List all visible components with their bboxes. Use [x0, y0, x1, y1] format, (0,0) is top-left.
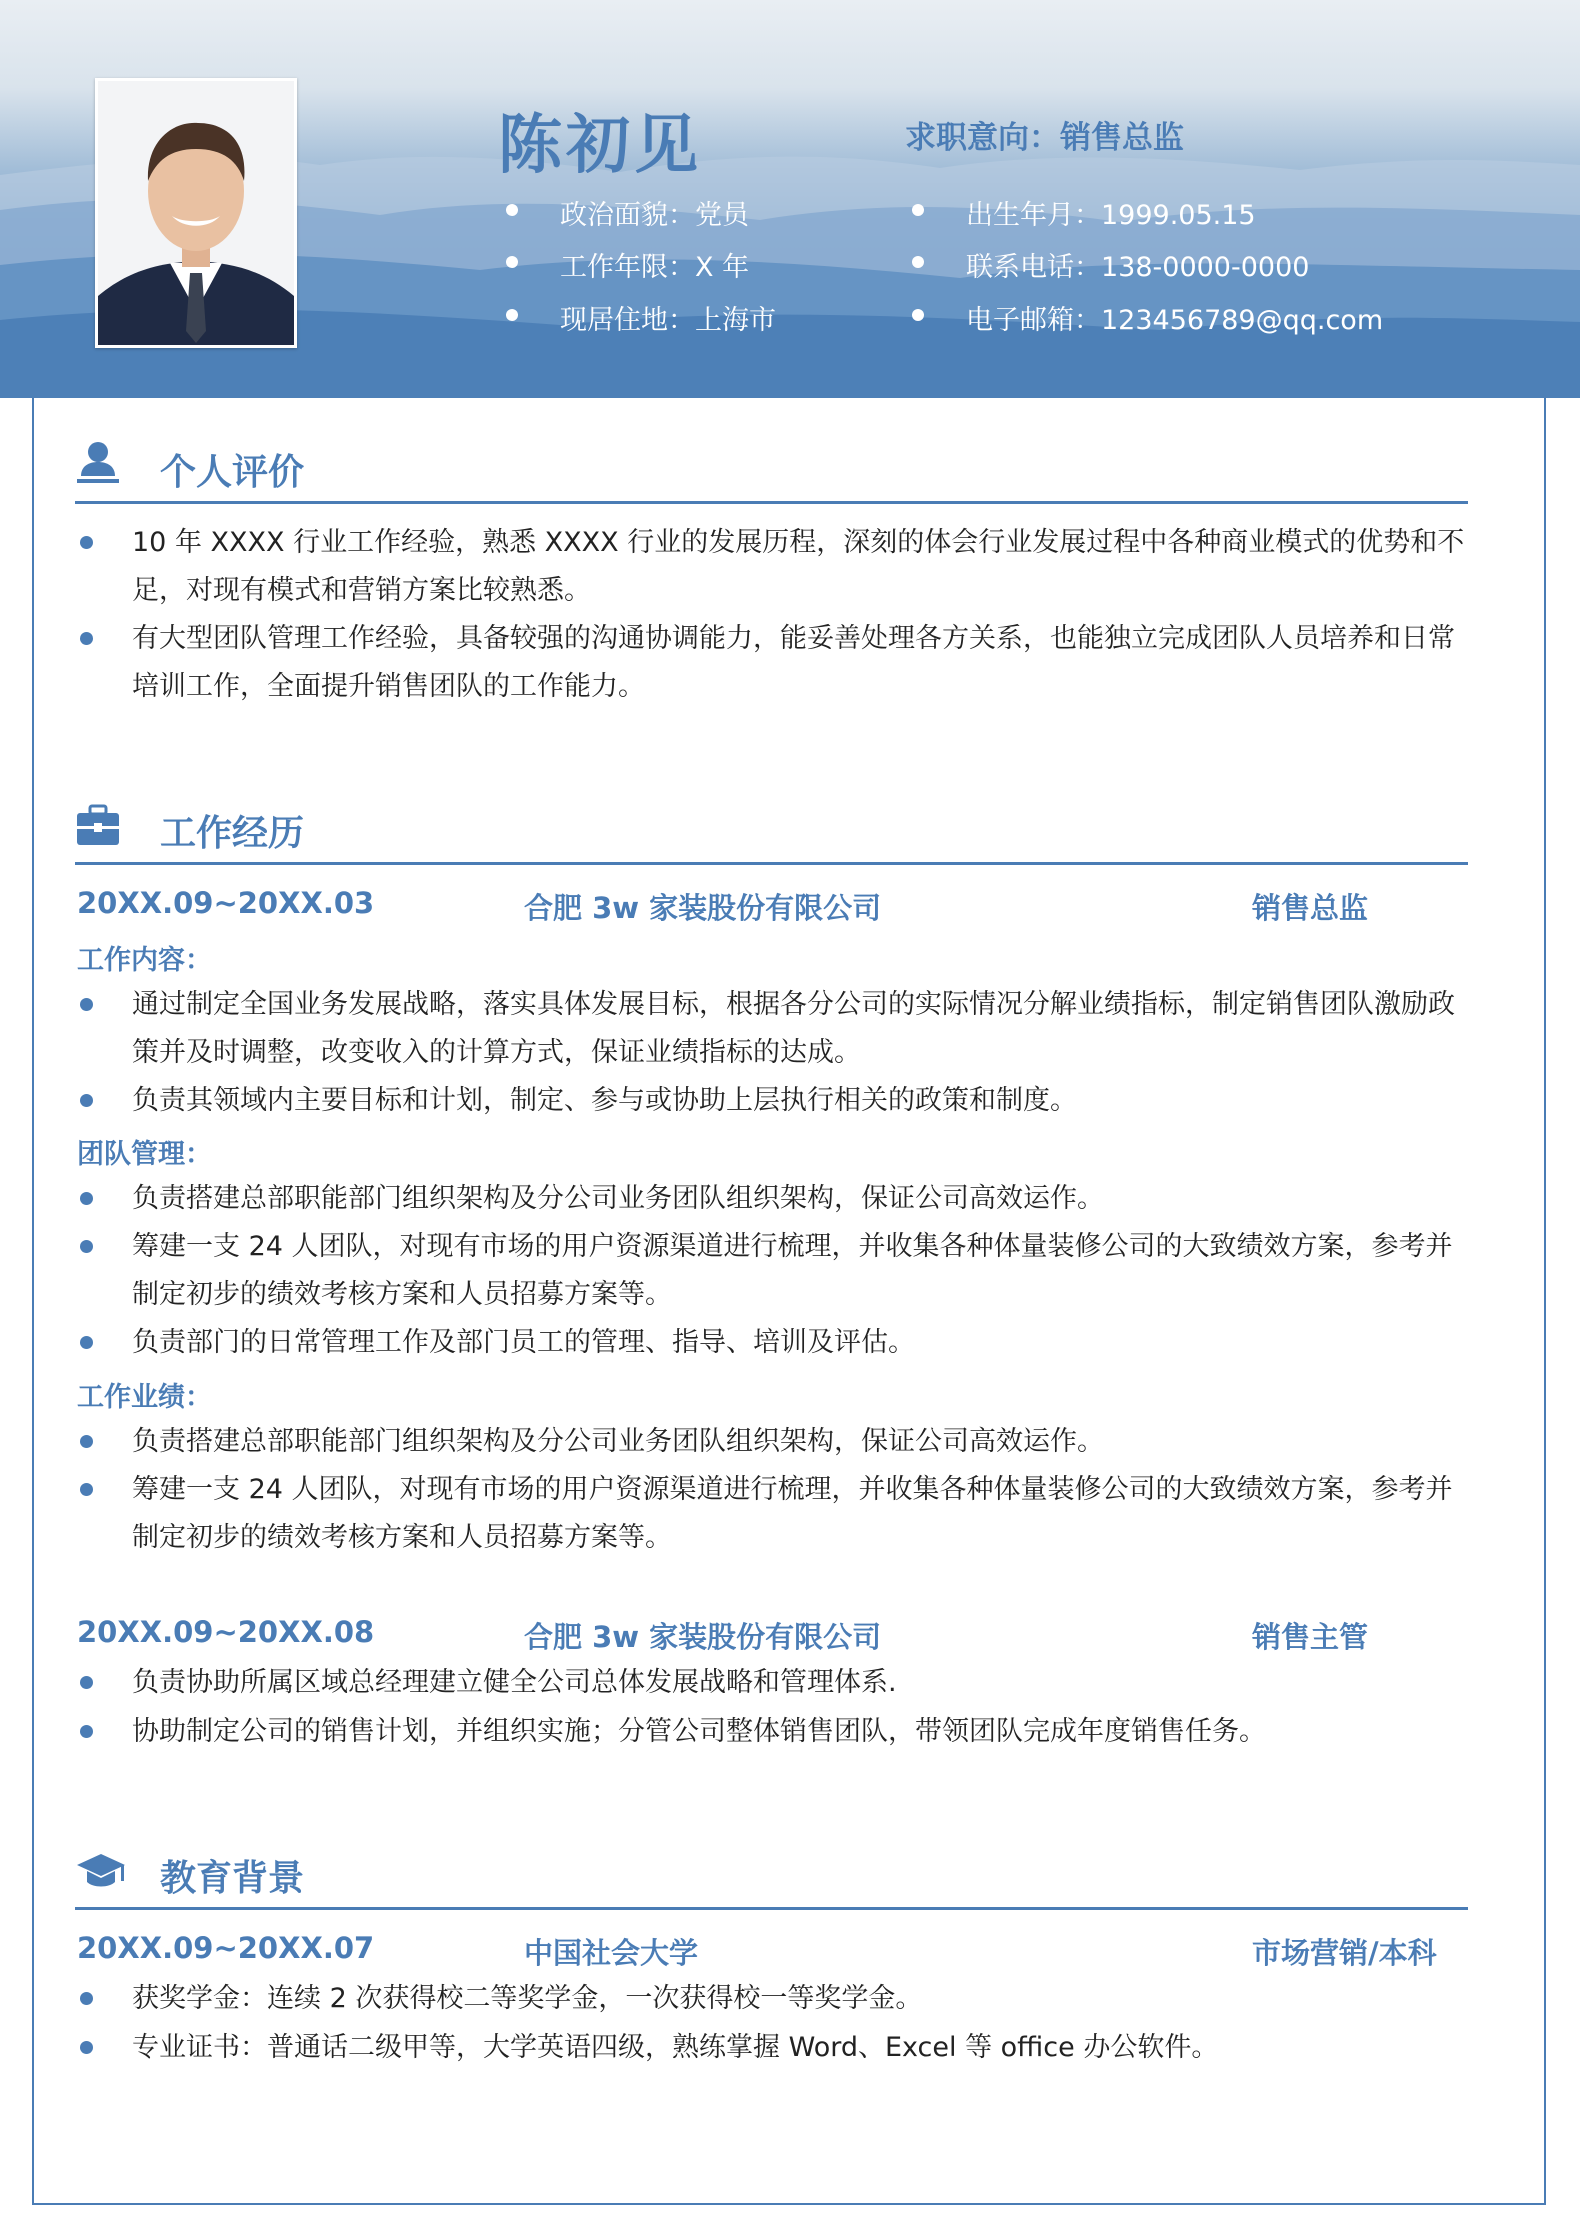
header-banner: 陈初见 求职意向：销售总监 政治面貌：党员 工作年限：X 年 现居住地：上海市 出生年月：1999.05.15 联系电话：138-0000-0000 电子邮箱：123456789@qq.com [0, 0, 1580, 398]
bullet-dot [912, 204, 924, 216]
evaluation-item: 有大型团队管理工作经验，具备较强的沟通协调能力，能妥善处理各方关系，也能独立完成团队人员培养和日常培训工作，全面提升销售团队的工作能力。 [132, 623, 1455, 702]
job1-content-heading: 工作内容： [77, 945, 212, 976]
section-divider [75, 1907, 1468, 1910]
bullet-dot [80, 1435, 93, 1448]
edu-item: 专业证书：普通话二级甲等，大学英语四级，熟练掌握 Word、Excel 等 office 办公软件。 [132, 2032, 1219, 2063]
bullet-dot [506, 309, 518, 321]
job1-team-item: 筹建一支 24 人团队，对现有市场的用户资源渠道进行梳理，并收集各种体量装修公司的大致绩效方案，参考并制定初步的绩效考核方案和人员招募方案等。 [132, 1231, 1453, 1310]
bullet-dot [80, 1992, 93, 2005]
bullet-dot [912, 309, 924, 321]
job1-perf-item: 负责搭建总部职能部门组织架构及分公司业务团队组织架构，保证公司高效运作。 [132, 1426, 1104, 1457]
bullet-dot [80, 1483, 93, 1496]
section-divider [75, 862, 1468, 865]
bullet-dot [80, 1676, 93, 1689]
job1-team-heading: 团队管理： [77, 1139, 212, 1170]
edu-date: 20XX.09~20XX.07 [77, 1931, 375, 1965]
bullet-dot [80, 1192, 93, 1205]
evaluation-item: 10 年 XXXX 行业工作经验，熟悉 XXXX 行业的发展历程，深刻的体会行业发展过程中各种商业模式的优势和不足，对现有模式和营销方案比较熟悉。 [132, 527, 1465, 606]
bullet-dot [80, 536, 93, 549]
job1-perf-item: 筹建一支 24 人团队，对现有市场的用户资源渠道进行梳理，并收集各种体量装修公司的大致绩效方案，参考并制定初步的绩效考核方案和人员招募方案等。 [132, 1474, 1453, 1553]
bullet-dot [80, 1725, 93, 1738]
bullet-dot [912, 256, 924, 268]
bullet-dot [80, 2041, 93, 2054]
job1-content-item: 通过制定全国业务发展战略，落实具体发展目标，根据各分公司的实际情况分解业绩指标，制定销售团队激励政策并及时调整，改变收入的计算方式，保证业绩指标的达成。 [132, 989, 1455, 1068]
job2-company: 合肥 3w 家装股份有限公司 [524, 1620, 882, 1654]
job1-team-item: 负责搭建总部职能部门组织架构及分公司业务团队组织架构，保证公司高效运作。 [132, 1183, 1104, 1214]
candidate-name: 陈初见 [498, 109, 702, 183]
edu-major: 市场营销/本科 [1252, 1936, 1437, 1970]
bullet-dot [80, 1336, 93, 1349]
job1-perf-heading: 工作业绩： [77, 1382, 212, 1413]
profile-photo [95, 78, 297, 348]
job-intent: 求职意向：销售总监 [905, 120, 1184, 156]
bullet-dot [80, 1094, 93, 1107]
job1-content-item: 负责其领域内主要目标和计划，制定、参与或协助上层执行相关的政策和制度。 [132, 1085, 1077, 1116]
section-title-evaluation: 个人评价 [160, 452, 305, 493]
bullet-dot [506, 204, 518, 216]
bullet-dot [506, 256, 518, 268]
job1-team-item: 负责部门的日常管理工作及部门员工的管理、指导、培训及评估。 [132, 1327, 915, 1358]
job2-role: 销售主管 [1252, 1620, 1369, 1654]
job1-date: 20XX.09~20XX.03 [77, 886, 375, 920]
job2-item: 协助制定公司的销售计划，并组织实施；分管公司整体销售团队，带领团队完成年度销售任务。 [132, 1716, 1266, 1747]
bullet-dot [80, 632, 93, 645]
job2-item: 负责协助所属区域总经理建立健全公司总体发展战略和管理体系. [132, 1667, 897, 1698]
section-title-education: 教育背景 [160, 1858, 305, 1899]
avatar [98, 81, 294, 345]
bullet-dot [80, 998, 93, 1011]
section-divider [75, 501, 1468, 504]
bullet-dot [80, 1240, 93, 1253]
graduation-cap-icon [75, 1852, 127, 1892]
briefcase-icon [75, 802, 121, 848]
job1-company: 合肥 3w 家装股份有限公司 [524, 891, 882, 925]
edu-school: 中国社会大学 [524, 1936, 699, 1970]
section-title-work: 工作经历 [160, 813, 305, 854]
job1-role: 销售总监 [1252, 891, 1369, 925]
edu-item: 获奖学金：连续 2 次获得校二等奖学金，一次获得校一等奖学金。 [132, 1983, 923, 2014]
job2-date: 20XX.09~20XX.08 [77, 1615, 375, 1649]
person-icon [75, 440, 121, 488]
